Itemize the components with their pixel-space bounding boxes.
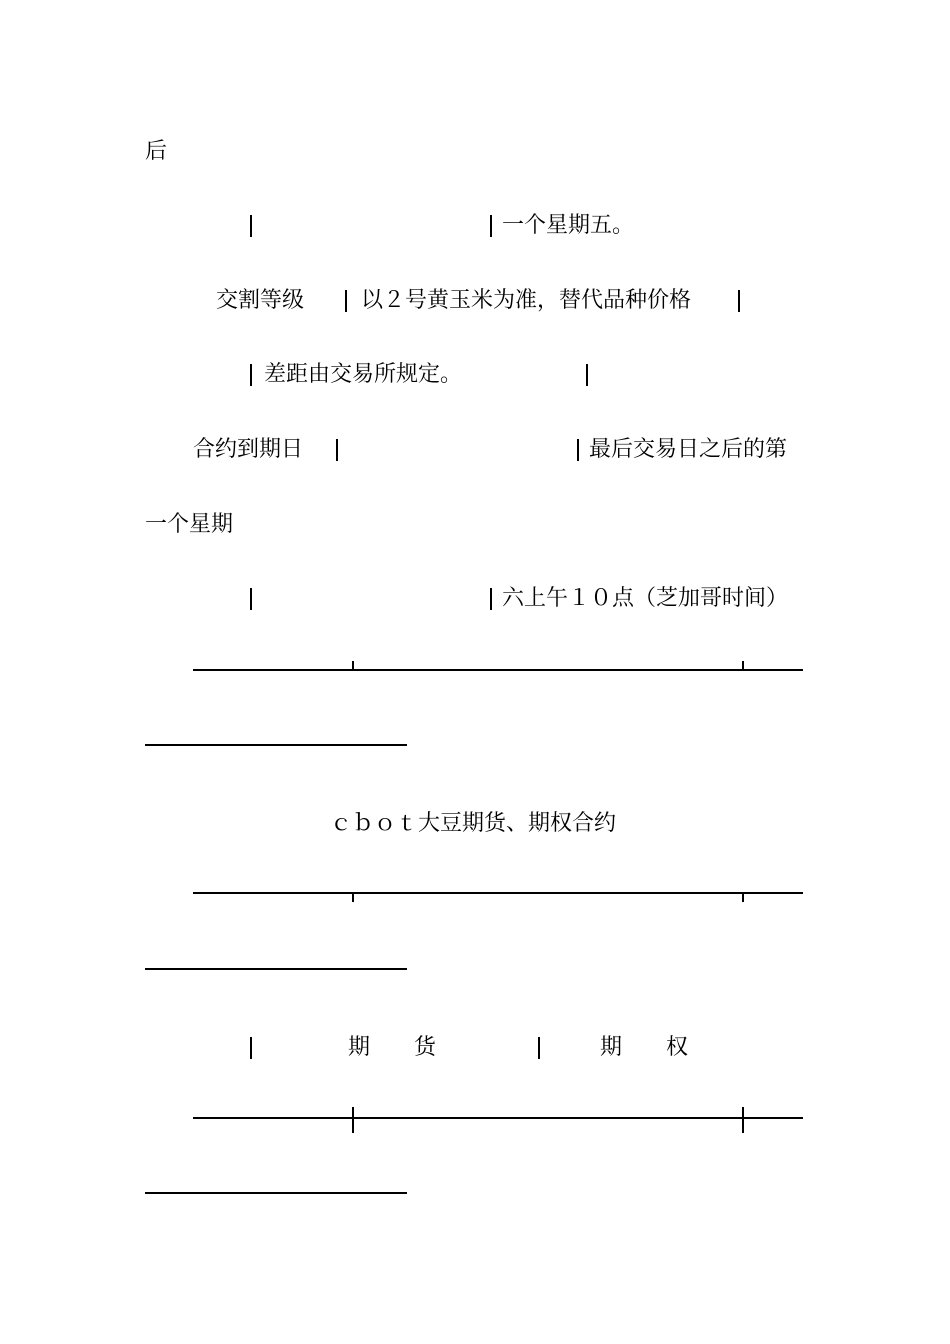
section-title: ｃｂｏｔ大豆期货、期权合约	[330, 811, 617, 836]
column-header-options: 期 权	[600, 1035, 689, 1060]
table-border-bar	[345, 290, 347, 312]
table-rule-tick	[352, 661, 354, 671]
text-delivery-grade: 以２号黄玉米为准，替代品种价格	[361, 288, 692, 313]
table-rule-tick	[742, 661, 744, 671]
table-rule-cross	[742, 1107, 744, 1133]
text-one-week: 一个星期	[145, 512, 234, 537]
table-rule	[145, 744, 407, 746]
table-border-bar	[538, 1037, 540, 1059]
text-expiration-date: 最后交易日之后的第	[589, 437, 788, 462]
table-rule	[193, 669, 803, 671]
text-hou: 后	[145, 139, 168, 164]
table-border-bar	[577, 439, 579, 461]
table-border-bar	[336, 439, 338, 461]
table-border-bar	[490, 215, 492, 237]
table-rule-cross	[352, 1107, 354, 1133]
table-border-bar	[586, 364, 588, 386]
table-rule	[193, 1117, 803, 1119]
table-border-bar	[250, 588, 252, 610]
column-header-futures: 期 货	[348, 1035, 437, 1060]
table-border-bar	[250, 1037, 252, 1059]
table-border-bar	[250, 364, 252, 386]
table-rule	[145, 968, 407, 970]
text-price-difference: 差距由交易所规定。	[264, 362, 463, 387]
table-rule	[193, 892, 803, 894]
table-border-bar	[738, 290, 740, 312]
table-border-bar	[490, 588, 492, 610]
text-first-friday: 一个星期五。	[502, 213, 635, 238]
label-expiration-date: 合约到期日	[193, 437, 304, 462]
label-delivery-grade: 交割等级	[216, 288, 305, 313]
table-border-bar	[250, 215, 252, 237]
table-rule-tick	[742, 892, 744, 902]
text-saturday-time: 六上午１０点（芝加哥时间）	[502, 586, 789, 611]
table-rule-tick	[352, 892, 354, 902]
table-rule	[145, 1192, 407, 1194]
